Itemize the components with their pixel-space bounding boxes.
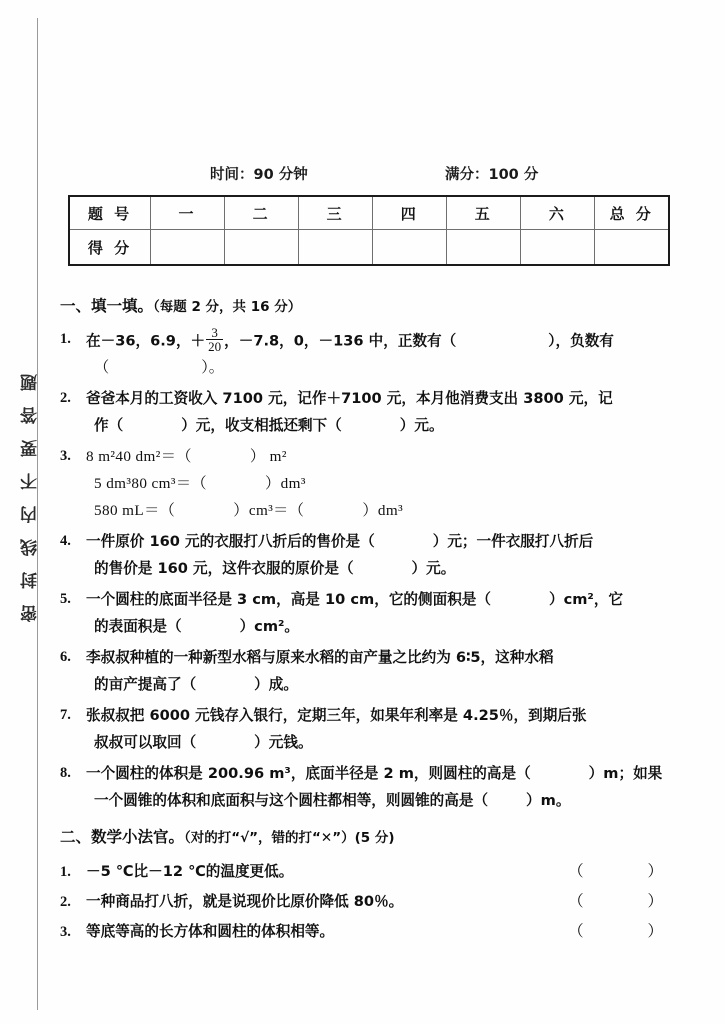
score-cell-5[interactable] (447, 230, 521, 266)
section-1-subtitle: （每题 2 分，共 16 分） (153, 299, 302, 315)
question-number: 1. (60, 330, 71, 347)
seal-line-text (7, 330, 53, 650)
question-number: 3. (60, 448, 71, 465)
question-text: 在－36，6.9，＋ (86, 332, 206, 350)
question-1-7 (60, 702, 710, 756)
question-text-tail: ）元；一件衣服打八折后 (432, 533, 594, 551)
question-text: －5 ℃比－12 ℃的温度更低。 (86, 862, 294, 880)
question-number: 2. (60, 390, 71, 407)
score-cell-3[interactable] (299, 230, 373, 266)
seal-divider-line (37, 18, 38, 1010)
question-text-line2-tail: ）元钱。 (254, 734, 313, 752)
seal-line-label: 密封线内不要答题 (20, 358, 41, 622)
question-text-line2: 一个圆锥的体积和底面积与这个圆柱都相等，则圆锥的高是（ (94, 792, 489, 810)
question-text-line2: 的亩产提高了（ (94, 676, 197, 694)
question-text-line2: 的表面积是（ (94, 618, 182, 636)
question-text-tail: ），负数有 (548, 332, 614, 350)
table-row (69, 230, 669, 266)
score-table-col-3: 三 (299, 196, 373, 230)
question-text: 李叔叔种植的一种新型水稻与原来水稻的亩产量之比约为 6∶5，这种水稻 (86, 649, 554, 667)
score-cell-4[interactable] (373, 230, 447, 266)
question-text: 一件原价 160 元的衣服打八折后的售价是（ (86, 533, 375, 551)
score-table-row-label-2: 得 分 (69, 230, 151, 266)
score-cell-6[interactable] (521, 230, 595, 266)
fraction-3-over-20 (206, 326, 223, 354)
question-text-line2: 5 dm³80 cm³＝（ (94, 475, 208, 493)
question-number: 6. (60, 649, 71, 666)
question-number: 4. (60, 533, 71, 550)
question-text: 一种商品打八折，就是说现价比原价降低 80％。 (86, 892, 404, 910)
score-table-col-6: 六 (521, 196, 595, 230)
score-cell-total[interactable] (595, 230, 669, 266)
question-2-2 (60, 887, 710, 917)
question-1-3 (60, 443, 710, 524)
question-text: 一个圆柱的底面半径是 3 cm，高是 10 cm，它的侧面积是（ (86, 591, 491, 609)
question-1-4 (60, 528, 710, 582)
question-text-line2-tail: ）元。 (411, 560, 456, 578)
question-text-line2-tail: ）。 (201, 359, 224, 377)
question-number: 7. (60, 707, 71, 724)
question-number: 2. (60, 893, 71, 910)
question-1-1 (60, 326, 710, 382)
question-number: 1. (60, 863, 71, 880)
score-table-col-1: 一 (151, 196, 225, 230)
question-text-cont: ，－7.8，0，－136 中，正数有（ (224, 332, 457, 350)
score-cell-1[interactable] (151, 230, 225, 266)
question-text-line2-tail: ）成。 (254, 676, 298, 694)
question-2-1 (60, 857, 710, 887)
question-text-tail: ）cm²，它 (548, 591, 624, 609)
question-text-line3: 580 mL＝（ (94, 502, 176, 520)
exam-content (60, 296, 710, 947)
section-2-heading (60, 827, 710, 848)
question-text-tail: ）m；如果 (588, 765, 663, 783)
answer-bracket[interactable]: （ ） (568, 892, 693, 910)
section-1-heading (60, 296, 710, 317)
section-2-title: 二、数学小法官。 (60, 828, 185, 847)
section-1-title: 一、填一填。 (60, 297, 154, 315)
exam-meta (70, 163, 670, 187)
question-text-line2: （ (94, 359, 110, 377)
fraction-numerator: 3 (211, 324, 218, 340)
score-cell-2[interactable] (225, 230, 299, 266)
section-2-subtitle: （对的打“√”，错的打“✕”）(5 分) (184, 830, 395, 847)
question-number: 8. (60, 765, 71, 782)
question-1-5 (60, 586, 710, 640)
question-text-line2: 叔叔可以取回（ (94, 734, 197, 752)
question-text-line3-tail: ）dm³ (362, 502, 404, 520)
score-table-col-5: 五 (447, 196, 521, 230)
question-text-line2-tail: ）cm²。 (239, 618, 300, 636)
answer-bracket[interactable]: （ ） (568, 922, 693, 940)
question-number: 3. (60, 923, 71, 940)
score-table-col-2: 二 (225, 196, 299, 230)
question-2-3 (60, 917, 710, 947)
exam-time-label: 时间：90 分钟 (210, 167, 308, 183)
question-text-line2-tail: ）元。 (399, 417, 444, 435)
answer-bracket[interactable]: （ ） (568, 862, 693, 880)
question-1-6 (60, 644, 710, 698)
question-text-tail: ） m² (249, 448, 287, 466)
question-text: 爸爸本月的工资收入 7100 元，记作＋7100 元，本月他消费支出 3800 元，记 (86, 390, 613, 408)
question-text-line2-mid: ）元，收支相抵还剩下（ (181, 417, 342, 435)
fraction-denominator: 20 (208, 339, 222, 355)
question-1-2 (60, 385, 710, 439)
question-text: 8 m²40 dm²＝（ (86, 448, 192, 466)
question-text-line2-tail: ）dm³ (265, 475, 306, 493)
question-text-line3-mid: ）cm³＝（ (233, 502, 305, 520)
question-text-line2-tail: ）m。 (526, 792, 571, 810)
score-table-col-4: 四 (373, 196, 447, 230)
question-1-8 (60, 760, 710, 814)
question-text-line2: 作（ (94, 417, 124, 435)
question-text-line2: 的售价是 160 元，这件衣服的原价是（ (94, 560, 354, 578)
score-table-row-label-1: 题 号 (69, 196, 151, 230)
question-number: 5. (60, 591, 71, 608)
question-text: 张叔叔把 6000 元钱存入银行，定期三年，如果年利率是 4.25％，到期后张 (86, 707, 587, 725)
question-text: 一个圆柱的体积是 200.96 m³，底面半径是 2 m，则圆柱的高是（ (86, 765, 531, 783)
table-row (69, 196, 669, 230)
question-text: 等底等高的长方体和圆柱的体积相等。 (86, 922, 335, 940)
exam-full-marks-label: 满分：100 分 (445, 167, 539, 183)
score-table (68, 195, 670, 266)
score-table-col-total: 总 分 (595, 196, 669, 230)
